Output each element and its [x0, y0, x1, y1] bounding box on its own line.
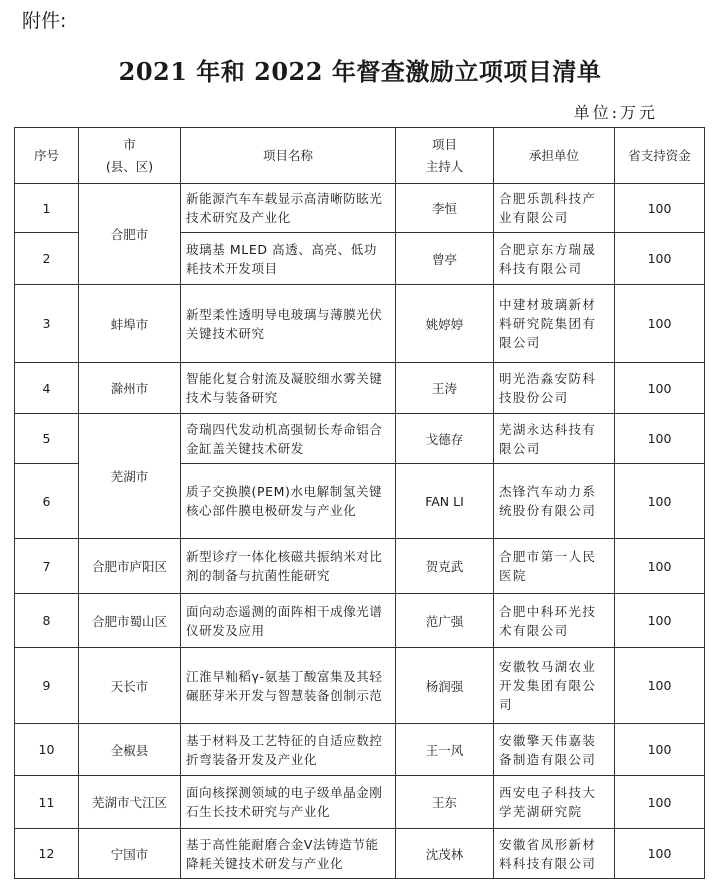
table-row	[15, 363, 705, 414]
cell-city: 芜湖市	[79, 414, 181, 539]
cell-org: 合肥中科环光技术有限公司	[494, 594, 615, 648]
cell-leader: 沈茂林	[396, 829, 494, 879]
cell-city: 天长市	[79, 648, 181, 724]
cell-leader: 杨润强	[396, 648, 494, 724]
cell-city: 合肥市	[79, 184, 181, 285]
document-title: 2021 年和 2022 年督查激励立项项目清单	[118, 57, 602, 86]
cell-org: 芜湖永达科技有限公司	[494, 414, 615, 464]
table-row	[15, 285, 705, 363]
cell-org: 安徽擎天伟嘉装备制造有限公司	[494, 724, 615, 776]
cell-seq: 1	[15, 184, 79, 233]
cell-org: 合肥乐凯科技产业有限公司	[494, 184, 615, 233]
project-table	[14, 127, 705, 879]
cell-funding: 100	[615, 285, 705, 363]
cell-city: 滁州市	[79, 363, 181, 414]
cell-funding: 100	[615, 184, 705, 233]
cell-leader: 李恒	[396, 184, 494, 233]
cell-funding: 100	[615, 829, 705, 879]
cell-leader: 范广强	[396, 594, 494, 648]
table-row	[15, 539, 705, 594]
cell-leader: 王东	[396, 776, 494, 829]
cell-city: 宁国市	[79, 829, 181, 879]
cell-project-name: 基于高性能耐磨合金V法铸造节能降耗关键技术研发与产业化	[181, 829, 396, 879]
cell-seq: 8	[15, 594, 79, 648]
cell-leader: 王涛	[396, 363, 494, 414]
header-org: 承担单位	[494, 128, 615, 184]
attachment-label: 附件:	[22, 10, 67, 32]
header-city-line2: (县、区)	[105, 158, 154, 174]
cell-leader: 戈德存	[396, 414, 494, 464]
cell-city: 全椒县	[79, 724, 181, 776]
cell-project-name: 江淮早籼稻γ-氨基丁酸富集及其轻碾胚芽米开发与智慧装备创制示范	[181, 648, 396, 724]
cell-org: 安徽省凤形新材料科技有限公司	[494, 829, 615, 879]
header-seq: 序号	[15, 128, 79, 184]
cell-seq: 5	[15, 414, 79, 464]
cell-org: 安徽牧马湖农业开发集团有限公司	[494, 648, 615, 724]
cell-project-name: 面向核探测领域的电子级单晶金刚石生长技术研究与产业化	[181, 776, 396, 829]
cell-project-name: 面向动态遥测的面阵相干成像光谱仪研发及应用	[181, 594, 396, 648]
table-row	[15, 414, 705, 464]
cell-project-name: 质子交换膜(PEM)水电解制氢关键核心部件膜电极研发与产业化	[181, 464, 396, 539]
header-leader	[396, 128, 494, 184]
header-leader-line2: 主持人	[425, 158, 464, 174]
cell-project-name: 新型诊疗一体化核磁共振纳米对比剂的制备与抗菌性能研究	[181, 539, 396, 594]
cell-seq: 10	[15, 724, 79, 776]
cell-project-name: 玻璃基 MLED 高透、高亮、低功耗技术开发项目	[181, 233, 396, 285]
header-project-name: 项目名称	[181, 128, 396, 184]
cell-org: 合肥市第一人民医院	[494, 539, 615, 594]
cell-funding: 100	[615, 414, 705, 464]
cell-seq: 12	[15, 829, 79, 879]
header-city	[79, 128, 181, 184]
cell-org: 中建材玻璃新材料研究院集团有限公司	[494, 285, 615, 363]
table-row	[15, 184, 705, 233]
cell-funding: 100	[615, 464, 705, 539]
unit-label: 单位:万元	[573, 103, 658, 122]
table-row	[15, 724, 705, 776]
table-row	[15, 829, 705, 879]
cell-seq: 2	[15, 233, 79, 285]
cell-funding: 100	[615, 539, 705, 594]
cell-funding: 100	[615, 594, 705, 648]
cell-leader: 姚婷婷	[396, 285, 494, 363]
cell-project-name: 新型柔性透明导电玻璃与薄膜光伏关键技术研究	[181, 285, 396, 363]
cell-leader: FAN LI	[396, 464, 494, 539]
header-funding: 省支持资金	[615, 128, 705, 184]
cell-city: 芜湖市弋江区	[79, 776, 181, 829]
cell-org: 合肥京东方瑞晟科技有限公司	[494, 233, 615, 285]
cell-funding: 100	[615, 776, 705, 829]
cell-seq: 4	[15, 363, 79, 414]
cell-seq: 9	[15, 648, 79, 724]
cell-leader: 曾亭	[396, 233, 494, 285]
cell-project-name: 新能源汽车车载显示高清晰防眩光技术研究及产业化	[181, 184, 396, 233]
cell-funding: 100	[615, 648, 705, 724]
cell-city: 合肥市蜀山区	[79, 594, 181, 648]
cell-project-name: 基于材料及工艺特征的自适应数控折弯装备开发及产业化	[181, 724, 396, 776]
table-header-row	[15, 128, 705, 184]
cell-funding: 100	[615, 233, 705, 285]
header-leader-line1: 项目	[431, 136, 457, 152]
cell-org: 杰锋汽车动力系统股份有限公司	[494, 464, 615, 539]
cell-leader: 王一风	[396, 724, 494, 776]
cell-city: 蚌埠市	[79, 285, 181, 363]
cell-project-name: 智能化复合射流及凝胶细水雾关键技术与装备研究	[181, 363, 396, 414]
cell-funding: 100	[615, 724, 705, 776]
table-row	[15, 776, 705, 829]
cell-org: 西安电子科技大学芜湖研究院	[494, 776, 615, 829]
cell-seq: 11	[15, 776, 79, 829]
cell-leader: 贺克武	[396, 539, 494, 594]
cell-seq: 3	[15, 285, 79, 363]
cell-org: 明光浩淼安防科技股份公司	[494, 363, 615, 414]
cell-seq: 6	[15, 464, 79, 539]
cell-seq: 7	[15, 539, 79, 594]
cell-city: 合肥市庐阳区	[79, 539, 181, 594]
cell-project-name: 奇瑞四代发动机高强韧长寿命铝合金缸盖关键技术研发	[181, 414, 396, 464]
cell-funding: 100	[615, 363, 705, 414]
header-city-line1: 市	[123, 136, 136, 152]
table-row	[15, 648, 705, 724]
table-row	[15, 594, 705, 648]
